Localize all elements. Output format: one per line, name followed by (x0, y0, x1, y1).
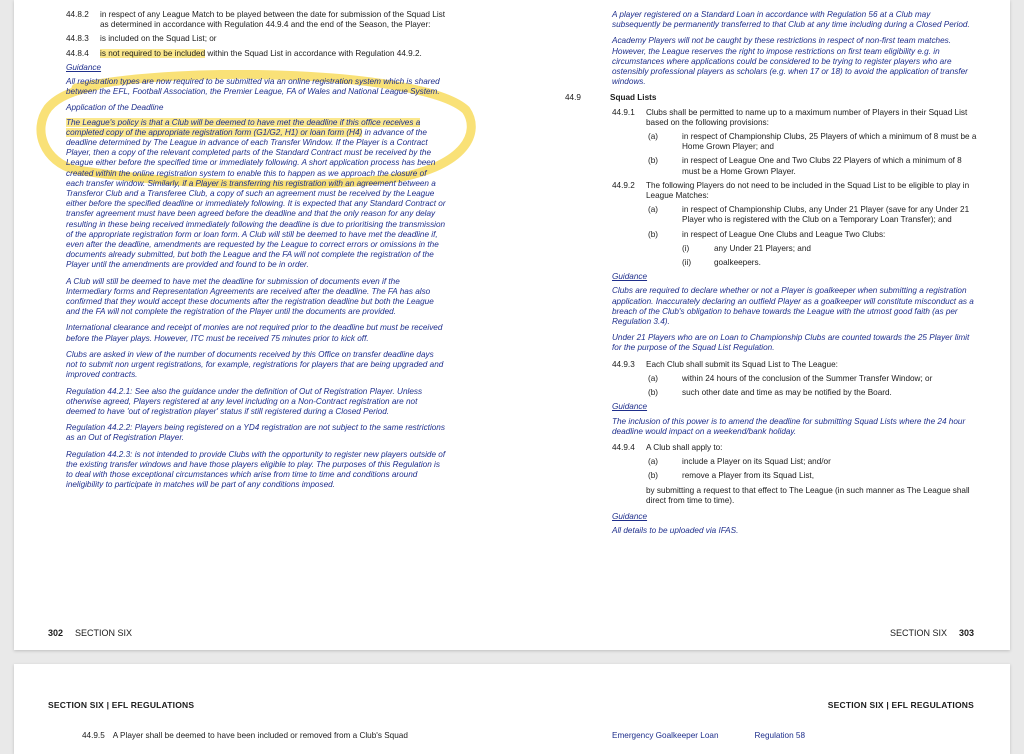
item-text: such other date and time as may be notified by the Board. (682, 388, 892, 398)
item-letter: (b) (648, 156, 659, 166)
clause-number: 44.8.3 (66, 34, 89, 44)
table-header-cell: Regulation 58 (754, 731, 806, 740)
guidance-paragraph: Regulation 44.2.3: is not intended to provide Clubs with the opportunity to register new players outside of the existing transfer windows and have those players eligible to play. The purposes of this Regulation is to deal with those exceptional circumstances which arise from time to time and conditions around ineligibility to participate in matches will be part of any conditions imposed. (66, 449, 446, 490)
guidance-label: Guidance (612, 402, 648, 412)
clause-number: 44.9.2 (612, 180, 635, 190)
clause-44-8-2 (66, 10, 446, 30)
guidance-paragraph: Clubs are required to declare whether or not a Player is goalkeeper when submitting a registration application. Inaccurately declaring an outfield Player as a goalkeeper will constitute misconduct as a breach of the Club's obligation to behave towards the League with the utmost good faith (as per Regulation 3.4). (612, 286, 974, 327)
running-header: SECTION SIX | EFL REGULATIONS (827, 700, 974, 710)
guidance-paragraph: Under 21 Players who are on Loan to Championship Clubs are counted towards the 25 Player limit for the purpose of the Squad List Regulation. (612, 333, 970, 353)
clause-text (100, 49, 446, 59)
item-numeral: (i) (682, 243, 690, 253)
clause-number: 44.8.2 (66, 10, 89, 19)
clause-44-9-2-b-i (682, 244, 977, 254)
item-text: remove a Player from its Squad List, (682, 471, 814, 481)
clause-number: 44.9.3 (612, 359, 635, 369)
item-letter: (a) (648, 205, 659, 215)
item-text: goalkeepers. (714, 258, 761, 268)
section-title: Squad Lists (610, 93, 657, 103)
clause-44-9-4-a (648, 457, 977, 467)
item-letter: (b) (648, 388, 659, 398)
guidance-paragraph: Regulation 44.2.1: See also the guidance under the definition of Out of Registration Player. Unless otherwise agreed, Players registered at any level including on a Non-Contract registration are not deemed to have 'out of registration player' status if still registered during a Closed Period. (66, 386, 423, 416)
clause-44-9-4 (612, 443, 977, 453)
running-header: SECTION SIX | EFL REGULATIONS (48, 700, 195, 710)
item-text: in respect of League One and Two Clubs 22 Players of which a minimum of 8 must be a Home Grown Player. (682, 156, 962, 176)
guidance-label: Guidance (612, 272, 648, 282)
clause-44-9-1 (612, 108, 977, 128)
right-column (565, 10, 977, 542)
footer-section: SECTION SIX (75, 628, 133, 638)
guidance-label: Guidance (66, 62, 102, 72)
clause-44-9-2-a (648, 205, 977, 225)
item-text: include a Player on its Squad List; and/or (682, 457, 831, 467)
clause-number: 44.9.1 (612, 107, 635, 117)
clause-44-9-2-b-ii (682, 258, 977, 268)
clause-44-8-4 (66, 49, 446, 59)
clause-continuation: by submitting a request to that effect to The League (in such manner as The League shall direct from time to time). (646, 485, 970, 505)
footer-section: SECTION SIX (889, 628, 947, 638)
clause-44-9-3-b (648, 388, 977, 398)
table-header-row (612, 731, 805, 740)
item-text: within 24 hours of the conclusion of the Summer Transfer Window; or (682, 373, 933, 383)
guidance-paragraph: A Club will still be deemed to have met the deadline for submission of documents even if the Intermediary forms and Representation Agreements are received after the deadline. The FA has also confirmed that they would accept these documents after the registration deadline but both the League and the FA will not complete the registration of the Player until the documents are provided. (66, 276, 434, 317)
clause-44-9-2 (612, 181, 977, 201)
guidance-paragraph: Regulation 44.2.2: Players being registered on a YD4 registration are not subject to the same restrictions as an Out of Registration Player. (66, 423, 445, 443)
clause-44-9-1-a (648, 132, 977, 152)
item-text: in respect of League One Clubs and League Two Clubs: (682, 229, 886, 239)
clause-44-9-1-b (648, 156, 977, 176)
guidance-paragraph: All details to be uploaded via IFAS. (612, 526, 739, 536)
item-letter: (a) (648, 373, 659, 383)
guidance-paragraph: A player registered on a Standard Loan in accordance with Regulation 56 at a Club may subsequently be permanently transferred to that Club at any time including during a Closed Period. (612, 10, 970, 30)
guidance-paragraph (66, 118, 446, 271)
guidance-label: Guidance (612, 511, 648, 521)
page-number: 302 (48, 628, 64, 638)
left-column (66, 10, 446, 496)
clause-text: Each Club shall submit its Squad List to The League: (646, 359, 838, 369)
clause-44-9-4-b (648, 471, 977, 481)
guidance-paragraph: Academy Players will not be caught by these restrictions in respect of non-first team matches. However, the League reserves the right to impose restrictions on first team eligibility e.g. in circumstances where applications could be considered to be trying to register players who are ostensibly professional players as scholars (e.g. when 17 or 18) to avoid the application of transfer windows. (612, 36, 968, 87)
guidance-paragraph: All registration types are now required to be submitted via an online registration system which is shared between the EFL, Football Association, the Premier League, FA of Wales and National League System. (66, 77, 440, 97)
clause-44-9-3-a (648, 374, 977, 384)
item-numeral: (ii) (682, 258, 692, 268)
paragraph-text-rest: in advance of the deadline determined by The League in advance of each Transfer Window. If the Player is a Contract Player, then a copy of the relevant completed parts of the Standard Contract must be received by the League either before the specified time or immediately following. A short application process has been created within the online registration system to enable this to happen as we approach the closure of each transfer window. Similarly, if a Player is transferring his registration with an agreement between a Transferor Club and a Transferee Club, a copy of such an agreement must be received by the League either before the specified deadline or immediately following. It is expected that any Standard Contract or transfer agreement must have been agreed before the deadline and that the only reason for any delay resulting in these being received immediately following the deadline is due to prioritising the transmission of the appropriate registration form or loan form. A Club will still be deemed to have met the deadline if, even after the deadline, amendments are requested by the League to correct errors or omissions in the documents already submitted, but both the League and the FA will not complete the registration of the Player until the amendments are provided and found to be in order. (66, 127, 446, 270)
left-page-footer (48, 628, 132, 638)
item-text: in respect of Championship Clubs, 25 Players of which a minimum of 8 must be a Home Grown Player; and (682, 132, 977, 152)
clause-text: is included on the Squad List; or (100, 34, 217, 44)
clause-number: 44.8.4 (66, 48, 89, 58)
clause-text: The following Players do not need to be included in the Squad List to be eligible to play in League Matches: (646, 180, 970, 201)
guidance-paragraph: Clubs are asked in view of the number of documents received by this Office on transfer deadline days not to submit non urgent registrations, for example, registrations for players that are being upgraded and improved contracts. (66, 349, 444, 380)
clause-44-9-3 (612, 360, 977, 370)
item-letter: (b) (648, 471, 659, 481)
highlighted-text: The League's policy is that a Club will be deemed to have met the deadline if this office receives a completed copy of the appropriate registration form (G1/G2, H1) or loan form (H4) (66, 117, 421, 137)
clause-text: A Player shall be deemed to have been included or removed from a Club's Squad (112, 731, 408, 740)
right-page-footer (890, 628, 974, 638)
guidance-subheading: Application of the Deadline (66, 103, 164, 113)
section-heading-squad-lists (565, 93, 977, 103)
item-text: in respect of Championship Clubs, any Under 21 Player (save for any Under 21 Player who is registered with the Club on a Temporary Loan Transfer); and (682, 205, 970, 225)
item-text: any Under 21 Players; and (714, 243, 811, 253)
item-letter: (a) (648, 132, 659, 142)
clause-number: 44.9.5 (82, 731, 105, 740)
guidance-paragraph: International clearance and receipt of monies are not required prior to the deadline but must be received before the Player plays. However, ITC must be received 75 minutes prior to kick off. (66, 323, 443, 343)
clause-text: Clubs shall be permitted to name up to a maximum number of Players in their Squad List based on the following provisions: (646, 107, 968, 127)
clause-number: 44.9.4 (612, 442, 635, 452)
clause-text: in respect of any League Match to be played between the date for submission of the Squad List as determined in accordance with Regulation 44.9.4 and the end of the Season, the Player: (100, 10, 446, 30)
clause-text-rest: within the Squad List in accordance with Regulation 44.9.2. (205, 48, 422, 58)
guidance-paragraph: The inclusion of this power is to amend the deadline for submitting Squad Lists where the 24 hour deadline would impact on a weekend/bank holiday. (612, 416, 966, 436)
clause-text: A Club shall apply to: (646, 442, 723, 452)
clause-44-9-5 (82, 731, 408, 740)
table-header-cell: Emergency Goalkeeper Loan (612, 731, 719, 740)
highlighted-text: is not required to be included (100, 48, 206, 58)
section-number: 44.9 (565, 93, 581, 103)
clause-44-9-2-b (648, 230, 977, 240)
item-letter: (a) (648, 457, 659, 467)
clause-44-8-3 (66, 34, 446, 44)
item-letter: (b) (648, 229, 659, 239)
page-number: 303 (958, 628, 974, 638)
